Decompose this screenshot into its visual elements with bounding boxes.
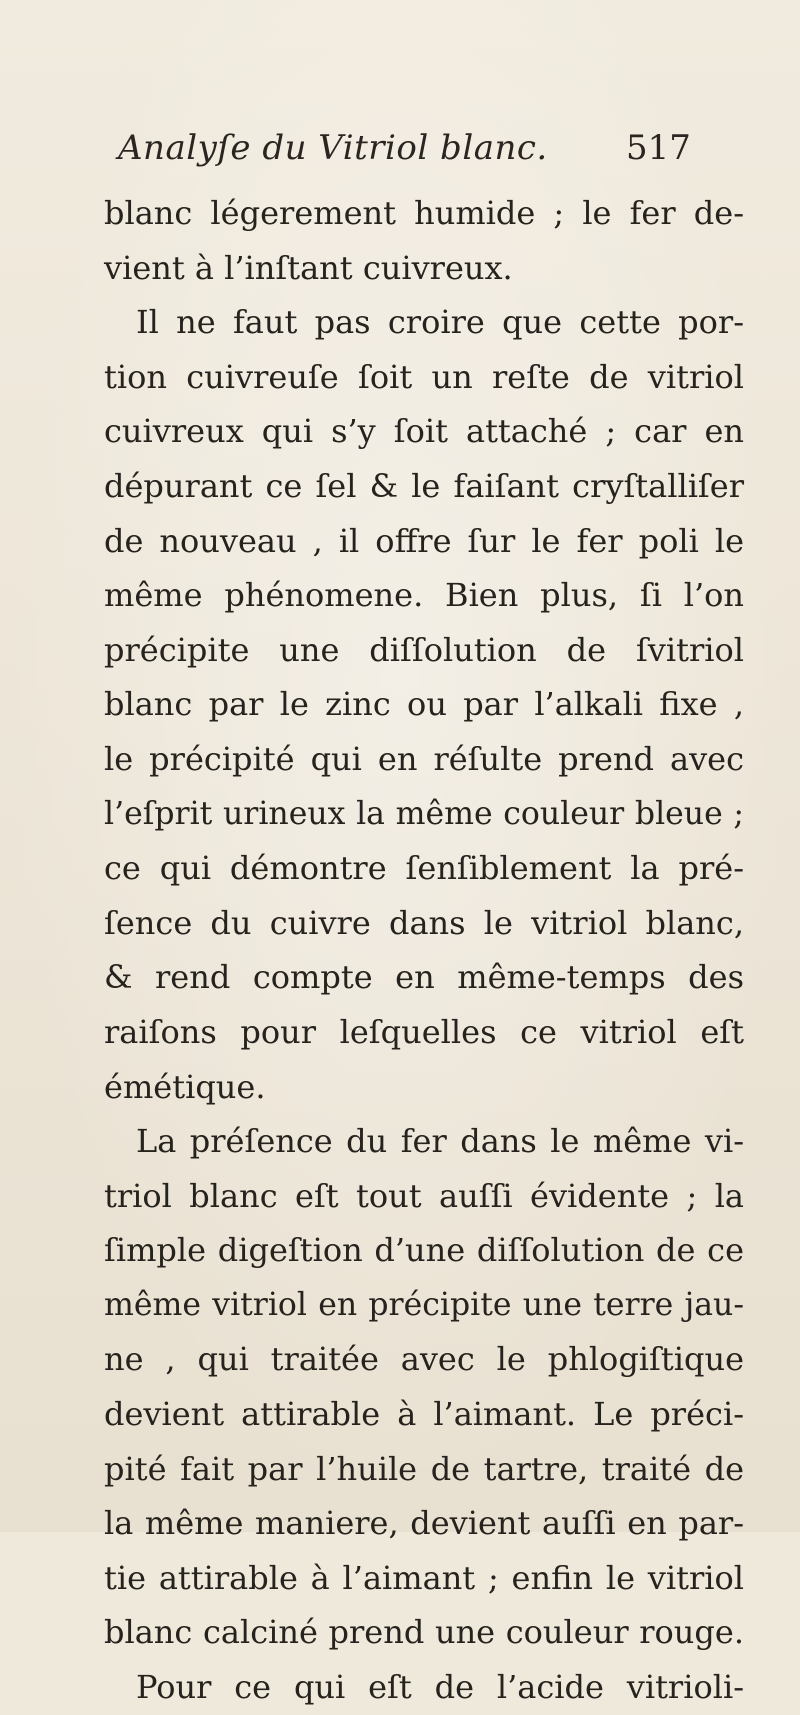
text-line: La préſence du fer dans le même vi- [136,1122,744,1161]
text-line: Pour ce qui eſt de l’acide vitrioli- [136,1668,744,1707]
body-text [104,186,744,1715]
text-line: ſimple digeſtion d’une diſſolution de ce [104,1231,744,1270]
text-line: la même maniere, devient auſſi en par- [104,1504,744,1543]
running-title: Analyſe du Vitriol blanc. [118,128,548,168]
text-line: même vitriol en précipite une terre jau- [104,1286,744,1323]
text-line: vient à l’inſtant cuivreux. [104,248,513,287]
text-line: blanc calciné prend une couleur rouge. [104,1613,744,1652]
text-line: blanc par le zinc ou par l’alkali fixe , [104,685,744,724]
text-line: même phénomene. Bien plus, ſi l’on [104,576,744,615]
text-line: tion cuivreuſe ſoit un reſte de vitriol [104,357,744,396]
text-line: dépurant ce ſel & le faiſant cryſtalliſer [104,466,744,505]
text-line: ne , qui traitée avec le phlogiſtique [104,1340,744,1379]
text-line: & rend compte en même-temps des [104,958,744,997]
text-line: ſence du cuivre dans le vitriol blanc, [104,903,744,942]
text-line: l’eſprit urineux la même couleur bleue ; [104,795,744,832]
text-line: tie attirable à l’aimant ; enfin le vitriol [104,1558,744,1597]
text-line: triol blanc eſt tout auſſi évidente ; la [104,1176,744,1215]
page-number: 517 [626,128,691,168]
text-line: de nouveau , il offre ſur le fer poli le [104,521,744,560]
text-line: précipite une diſſolution de ſvitriol [104,630,744,669]
text-line: Il ne faut pas croire que cette por- [136,303,744,342]
text-line: devient attirable à l’aimant. Le préci- [104,1395,744,1434]
text-line: cuivreux qui s’y ſoit attaché ; car en [104,412,744,451]
text-line: le précipité qui en réſulte prend avec [104,739,744,778]
text-line: pité fait par l’huile de tartre, traité de [104,1449,744,1488]
running-head [0,128,800,184]
text-line: émétique. [104,1067,266,1106]
text-line: ce qui démontre ſenſiblement la pré- [104,849,744,888]
text-line: blanc légerement humide ; le fer de- [104,194,744,232]
text-line: raiſons pour leſquelles ce vitriol eſt [104,1012,744,1051]
